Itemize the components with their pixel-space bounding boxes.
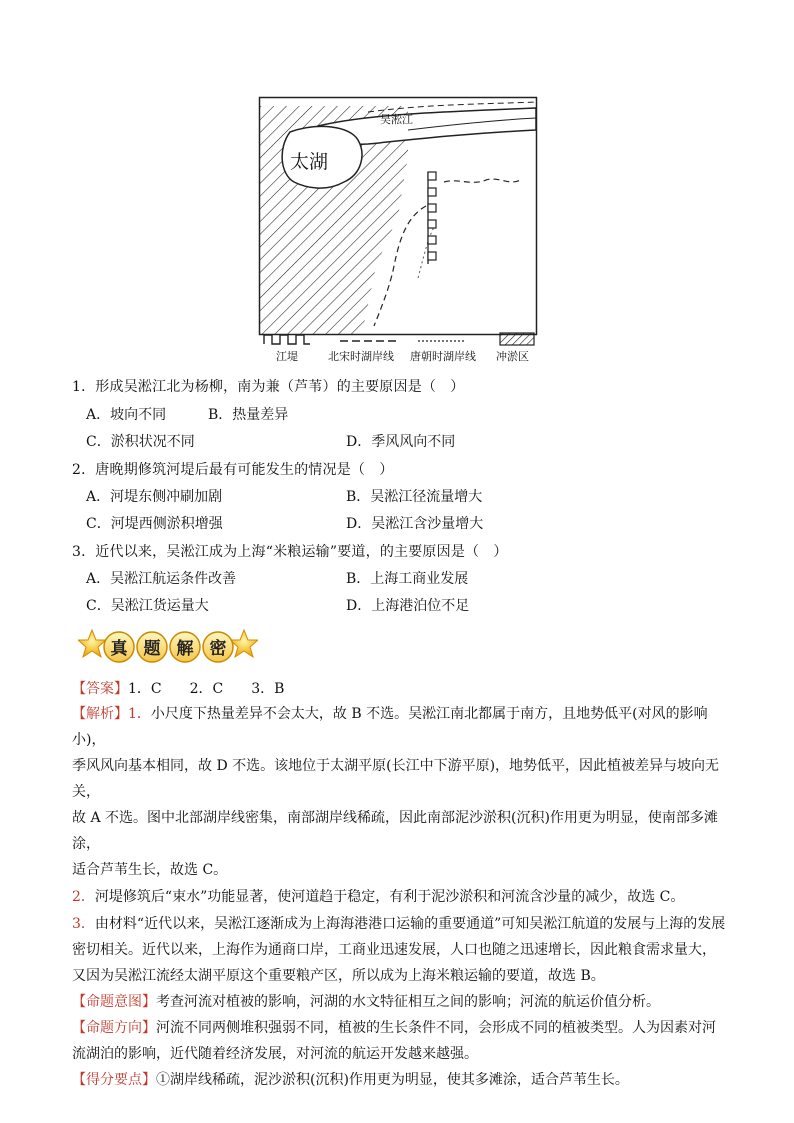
question-3-option-a: A．吴淞江航运条件改善 — [86, 571, 237, 587]
question-3-option-d: D．上海港泊位不足 — [346, 598, 470, 614]
analysis-tag: 【解析】 — [72, 706, 128, 722]
question-2-option-d: D．吴淞江含沙量增大 — [346, 516, 484, 532]
star-icon — [78, 630, 106, 657]
map-figure — [258, 96, 538, 336]
direction-tag: 【命题方向】 — [72, 1020, 156, 1036]
question-1-option-c: C．淤积状况不同 — [86, 434, 195, 450]
answer-line — [72, 678, 284, 698]
question-2-option-a: A．河堤东侧冲刷加剧 — [86, 489, 223, 505]
points-text: ①湖岸线稀疏，泥沙淤积(沉积)作用更为明显，使其多滩涂，适合芦苇生长。 — [156, 1072, 629, 1088]
analysis-num-1: 1． — [128, 706, 151, 722]
analysis-line: 河堤修筑后“束水”功能显著，使河道趋于稳定，有利于泥沙淤积和河流含沙量的减少，故选 C。 — [94, 889, 685, 905]
section-banner — [78, 626, 258, 666]
taihu-label: 太湖 — [290, 152, 329, 173]
analysis-num-2: 2． — [72, 889, 95, 905]
question-1-option-a: A．坡向不同 — [86, 407, 167, 423]
question-1-option-d: D．季风风向不同 — [346, 434, 456, 450]
wusong-label: 吴淞江 — [380, 114, 413, 126]
analysis-line: 由材料“近代以来，吴淞江逐渐成为上海海港港口运输的重要通道”可知吴淞江航道的发展与上海的发展 — [94, 916, 726, 932]
direction-line: 流湖泊的影响，近代随着经济发展，对河流的航运开发越来越强。 — [72, 1046, 478, 1062]
question-1-option-b: B．热量差异 — [208, 407, 289, 423]
analysis-num-3: 3． — [72, 916, 95, 932]
analysis-block — [72, 701, 732, 1093]
banner-char-4: 密 — [209, 639, 227, 659]
question-2-option-c: C．河堤西侧淤积增强 — [86, 516, 223, 532]
analysis-line: 适合芦苇生长，故选 C。 — [72, 862, 228, 878]
points-tag: 【得分要点】 — [72, 1072, 156, 1088]
direction-line: 河流不同两侧堆积强弱不同，植被的生长条件不同，会形成不同的植被类型。人为因素对河 — [156, 1020, 716, 1036]
analysis-line: 季风风向基本相同，故 D 不选。该地位于太湖平原(长江中下游平原)，地势低平，因此植被差异与坡向无关， — [72, 758, 720, 800]
analysis-line: 故 A 不选。图中北部湖岸线密集，南部湖岸线稀疏，因此南部泥沙淤积(沉积)作用更为明显，使南部多滩涂， — [72, 810, 718, 852]
legend-embankment: 江堤 — [276, 350, 298, 363]
question-2-stem: 2．唐晚期修筑河堤后最有可能发生的情况是（ ） — [72, 462, 394, 478]
analysis-line: 密切相关。近代以来，上海作为通商口岸，工商业迅速发展，人口也随之迅速增长，因此粮食需求量大， — [72, 942, 716, 958]
star-icon — [230, 630, 258, 657]
banner-char-3: 解 — [176, 639, 194, 659]
intent-tag: 【命题意图】 — [72, 994, 156, 1010]
question-3-option-c: C．吴淞江货运量大 — [86, 598, 209, 614]
intent-text: 考查河流对植被的影响，河湖的水文特征相互之间的影响；河流的航运价值分析。 — [156, 994, 660, 1010]
question-3-option-b: B．上海工商业发展 — [346, 571, 469, 587]
question-2-option-b: B．吴淞江径流量增大 — [346, 489, 483, 505]
banner-char-1: 真 — [110, 639, 128, 659]
question-1-stem: 1．形成吴淞江北为杨柳，南为兼（芦苇）的主要原因是（ ） — [72, 379, 465, 395]
legend-song-shoreline: 北宋时湖岸线 — [328, 350, 394, 363]
question-3-stem: 3．近代以来，吴淞江成为上海“米粮运输”要道，的主要原因是（ ） — [72, 544, 508, 560]
legend-silt-zone: 冲淤区 — [496, 350, 529, 363]
analysis-line: 小尺度下热量差异不会太大，故 B 不选。吴淞江南北都属于南方，且地势低平(对风的影响小)， — [72, 706, 708, 748]
answer-tag: 【答案】 — [72, 681, 128, 697]
legend-tang-shoreline: 唐朝时湖岸线 — [410, 350, 476, 363]
answer-text: 1．C 2．C 3．B — [128, 681, 285, 697]
map-legend — [258, 330, 540, 364]
analysis-line: 又因为吴淞江流经太湖平原这个重要粮产区，所以成为上海米粮运输的要道，故选 B。 — [72, 968, 605, 984]
banner-char-2: 题 — [143, 639, 161, 659]
